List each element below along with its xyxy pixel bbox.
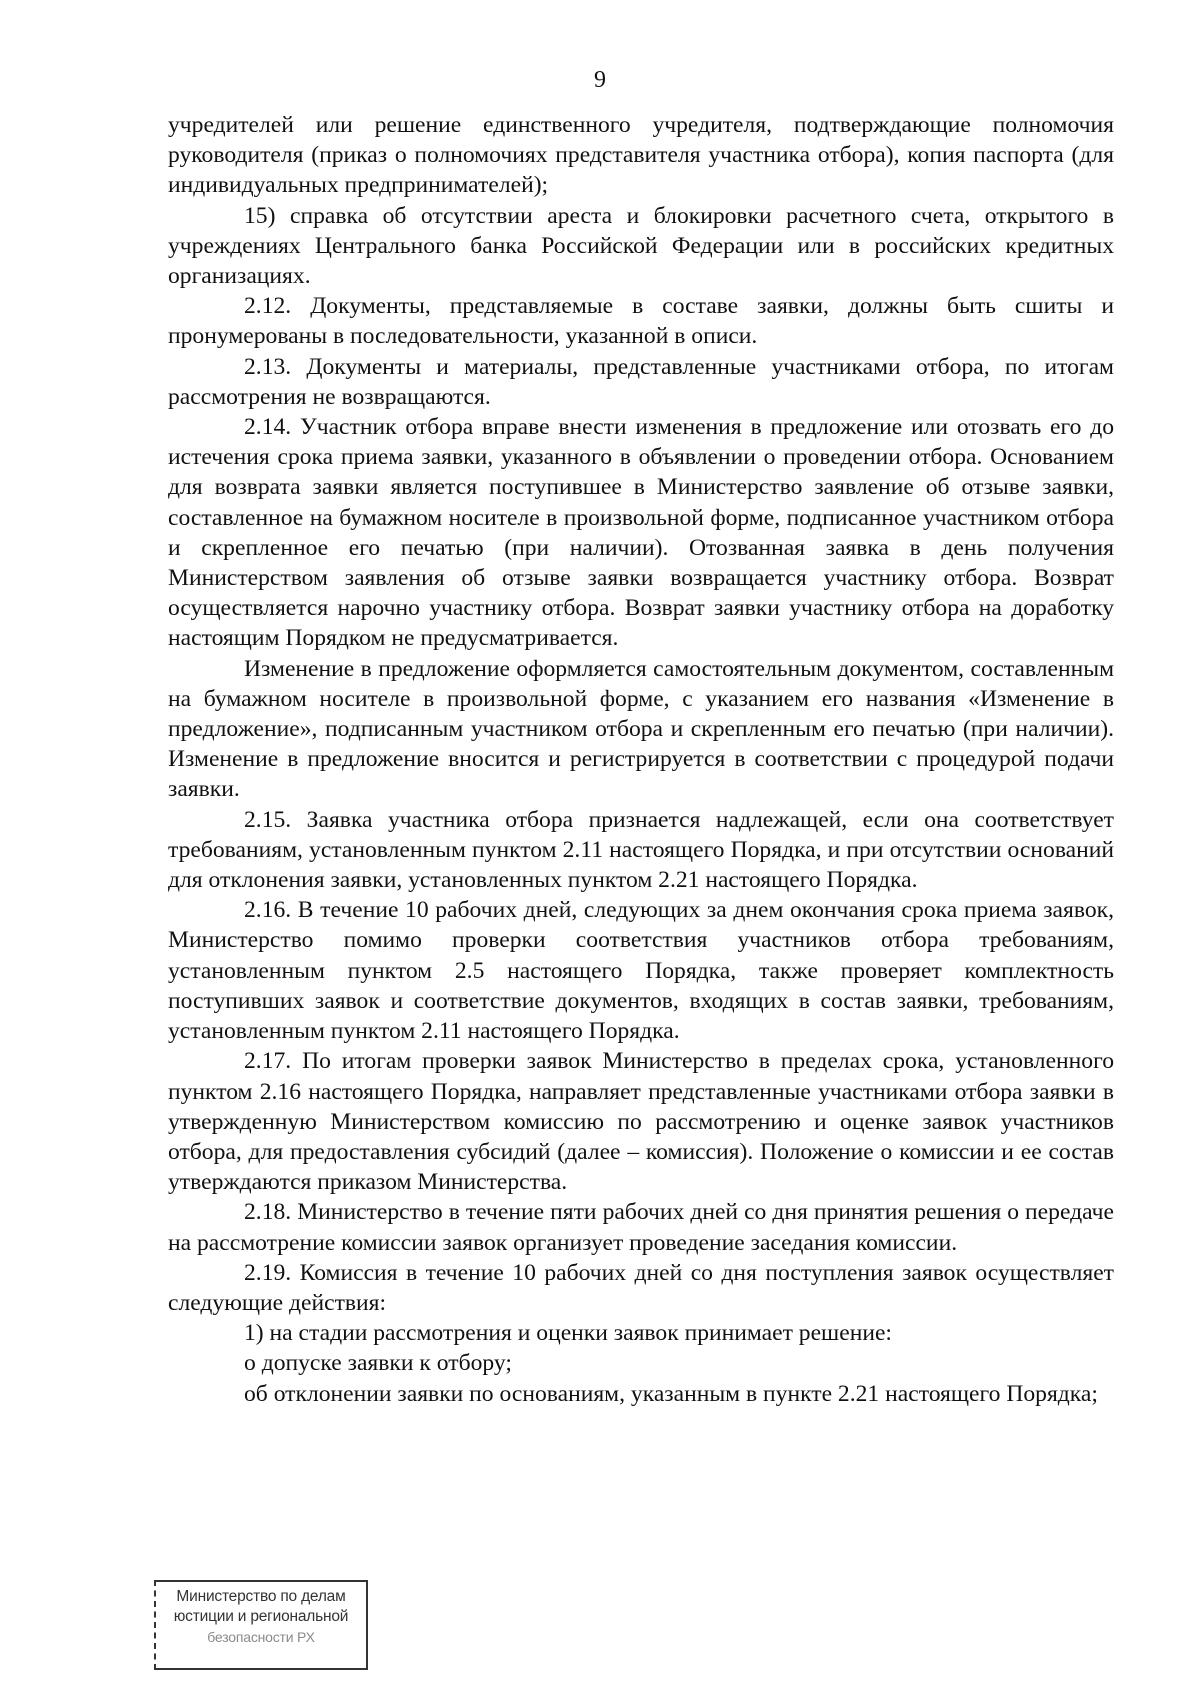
- paragraph: учредителей или решение единственного учредителя, подтверждающие полномочия руководителя (приказ о полномочиях представителя участника отбора), копия паспорта (для индивидуальных предпринимателей);: [168, 112, 1114, 199]
- paragraph: 2.17. По итогам проверки заявок Министерство в пределах срока, установленного пунктом 2.16 настоящего Порядка, направляет представленные участниками отбора заявки в утвержденную Министерством комиссию по рассмотрению и оценке заявок участников отбора, для предоставления субсидий (далее – комиссия). Положение о комиссии и ее состав утверждаются приказом Министерства.: [168, 1048, 1114, 1196]
- paragraph: 2.13. Документы и материалы, представленные участниками отбора, по итогам рассмотрения не возвращаются.: [168, 353, 1114, 410]
- paragraph: о допуске заявки к отбору;: [244, 1350, 512, 1377]
- paragraph: 2.12. Документы, представляемые в составе заявки, должны быть сшиты и пронумерованы в последовательности, указанной в описи.: [168, 293, 1114, 350]
- document-body: [168, 110, 1114, 1409]
- paragraph: 2.14. Участник отбора вправе внести изменения в предложение или отозвать его до истечения срока приема заявки, указанного в объявлении о проведении отбора. Основанием для возврата заявки является поступившее в Министерство заявление об отзыве заявки, составленное на бумажном носителе в произвольной форме, подписанное участником отбора и скрепленное его печатью (при наличии). Отозванная заявка в день получения Министерством заявления об отзыве заявки возвращается участнику отбора. Возврат осуществляется нарочно участнику отбора. Возврат заявки участнику отбора на доработку настоящим Порядком не предусматривается.: [168, 414, 1114, 652]
- stamp-line-3: безопасности РХ: [207, 1629, 315, 1645]
- stamp-line-1: Министерство по делам: [176, 1588, 346, 1605]
- paragraph: 2.15. Заявка участника отбора признается надлежащей, если она соответствует требованиям, установленным пунктом 2.11 настоящего Порядка, и при отсутствии оснований для отклонения заявки, установленных пунктом 2.21 настоящего Порядка.: [168, 806, 1114, 894]
- paragraph: 2.18. Министерство в течение пяти рабочих дней со дня принятия решения о передаче на рассмотрение комиссии заявок организует проведение заседания комиссии.: [168, 1199, 1114, 1256]
- paragraph: 1) на стадии рассмотрения и оценки заявок принимает решение:: [244, 1320, 892, 1347]
- paragraph: Изменение в предложение оформляется самостоятельным документом, составленным на бумажном носителе в произвольной форме, с указанием его названия «Изменение в предложение», подписанным участником отбора и скрепленным его печатью (при наличии). Изменение в предложение вносится и регистрируется в соответствии с процедурой подачи заявки.: [168, 655, 1114, 803]
- paragraph: 2.16. В течение 10 рабочих дней, следующих за днем окончания срока приема заявок, Министерство помимо проверки соответствия участников отбора требованиям, установленным пунктом 2.5 настоящего Порядка, также проверяет комплектность поступивших заявок и соответствие документов, входящих в состав заявки, требованиям, установленным пунктом 2.11 настоящего Порядка.: [168, 897, 1114, 1045]
- ministry-stamp: [154, 1580, 368, 1670]
- page-number: 9: [594, 67, 606, 93]
- paragraph: об отклонении заявки по основаниям, указанным в пункте 2.21 настоящего Порядка;: [244, 1380, 1098, 1407]
- stamp-line-2: юстиции и региональной: [173, 1608, 349, 1625]
- paragraph: 15) справка об отсутствии ареста и блокировки расчетного счета, открытого в учреждениях Центрального банка Российской Федерации или в российских кредитных организациях.: [168, 202, 1114, 290]
- paragraph: 2.19. Комиссия в течение 10 рабочих дней со дня поступления заявок осуществляет следующие действия:: [168, 1259, 1114, 1316]
